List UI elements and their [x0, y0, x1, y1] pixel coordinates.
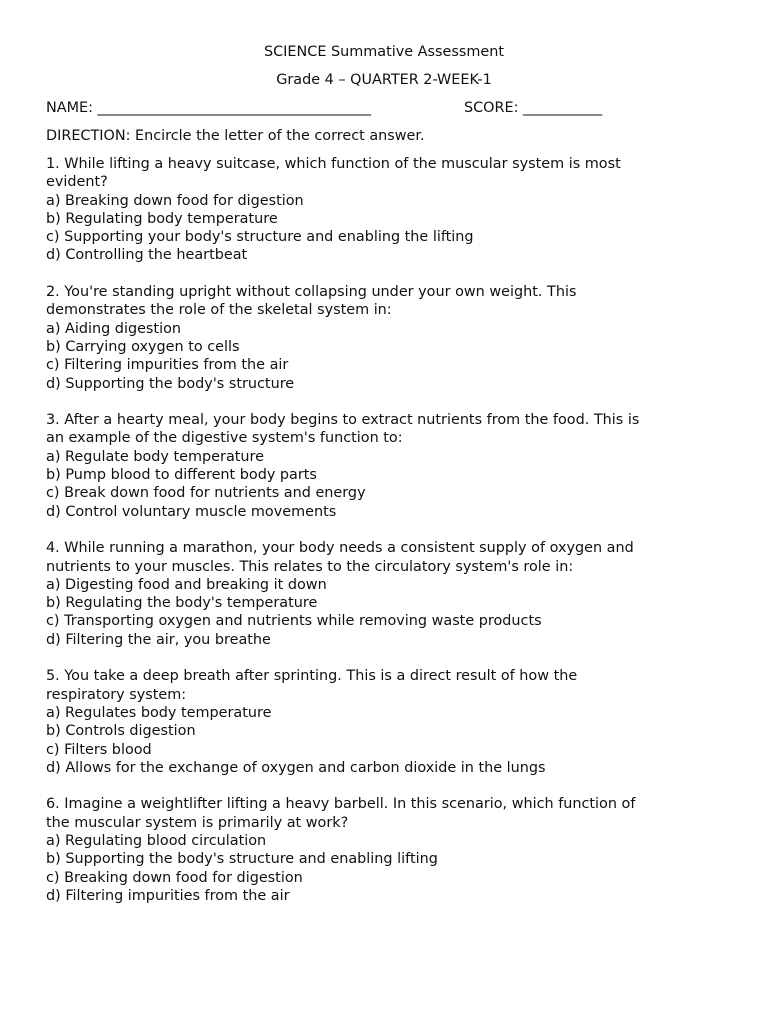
question-3 — [46, 411, 726, 521]
answer-option-b[interactable]: b) Supporting the body's structure and enabling lifting — [46, 851, 438, 868]
answer-option-c[interactable]: c) Filtering impurities from the air — [46, 357, 289, 374]
score-field[interactable]: SCORE: ___________ — [464, 100, 603, 116]
question-stem: 1. While lifting a heavy suitcase, which function of the muscular system is most — [46, 156, 621, 172]
question-6 — [46, 795, 726, 905]
question-stem: 5. You take a deep breath after sprinting. This is a direct result of how the — [46, 668, 578, 685]
question-4 — [46, 539, 726, 649]
question-stem: 6. Imagine a weightlifter lifting a heavy barbell. In this scenario, which function of — [46, 796, 636, 813]
answer-option-c[interactable]: c) Break down food for nutrients and energy — [46, 485, 366, 502]
answer-option-b[interactable]: b) Regulating body temperature — [46, 210, 278, 227]
question-2 — [46, 283, 726, 393]
answer-option-d[interactable]: d) Allows for the exchange of oxygen and carbon dioxide in the lungs — [46, 759, 546, 776]
answer-option-b[interactable]: b) Regulating the body's temperature — [46, 595, 318, 612]
question-stem: an example of the digestive system's function to: — [46, 430, 403, 447]
answer-option-a[interactable]: a) Aiding digestion — [46, 320, 181, 337]
answer-option-d[interactable]: d) Filtering the air, you breathe — [46, 631, 271, 648]
question-stem: respiratory system: — [46, 686, 187, 703]
question-5 — [46, 667, 726, 777]
answer-option-c[interactable]: c) Transporting oxygen and nutrients while removing waste products — [46, 613, 542, 630]
answer-option-c[interactable]: c) Supporting your body's structure and enabling the lifting — [46, 229, 474, 246]
name-field[interactable]: NAME: ______________________________________ — [46, 100, 371, 116]
question-stem: evident? — [46, 174, 108, 191]
answer-option-d[interactable]: d) Supporting the body's structure — [46, 375, 295, 392]
question-stem: 3. After a hearty meal, your body begins to extract nutrients from the food. This is — [46, 412, 640, 429]
answer-option-d[interactable]: d) Controlling the heartbeat — [46, 247, 248, 264]
answer-option-d[interactable]: d) Filtering impurities from the air — [46, 887, 290, 904]
answer-option-a[interactable]: a) Breaking down food for digestion — [46, 192, 304, 209]
question-list — [46, 155, 726, 923]
answer-option-a[interactable]: a) Regulates body temperature — [46, 704, 272, 721]
question-stem: the muscular system is primarily at work? — [46, 814, 349, 831]
name-score-row — [46, 99, 728, 119]
question-1 — [46, 155, 726, 265]
document-title: SCIENCE Summative Assessment — [263, 44, 505, 60]
question-stem: 2. You're standing upright without collapsing under your own weight. This — [46, 284, 577, 301]
answer-option-a[interactable]: a) Regulate body temperature — [46, 448, 264, 465]
question-stem: 4. While running a marathon, your body needs a consistent supply of oxygen and — [46, 540, 634, 557]
answer-option-b[interactable]: b) Carrying oxygen to cells — [46, 338, 240, 355]
answer-option-a[interactable]: a) Digesting food and breaking it down — [46, 576, 327, 593]
answer-option-c[interactable]: c) Breaking down food for digestion — [46, 869, 303, 886]
answer-option-a[interactable]: a) Regulating blood circulation — [46, 832, 267, 849]
direction-text: DIRECTION: Encircle the letter of the correct answer. — [46, 128, 425, 144]
answer-option-d[interactable]: d) Control voluntary muscle movements — [46, 503, 337, 520]
question-stem: demonstrates the role of the skeletal system in: — [46, 302, 392, 319]
document-subtitle: Grade 4 – QUARTER 2-WEEK-1 — [276, 72, 492, 88]
answer-option-c[interactable]: c) Filters blood — [46, 741, 152, 758]
question-stem: nutrients to your muscles. This relates to the circulatory system's role in: — [46, 558, 574, 575]
answer-option-b[interactable]: b) Pump blood to different body parts — [46, 467, 317, 484]
answer-option-b[interactable]: b) Controls digestion — [46, 723, 196, 740]
